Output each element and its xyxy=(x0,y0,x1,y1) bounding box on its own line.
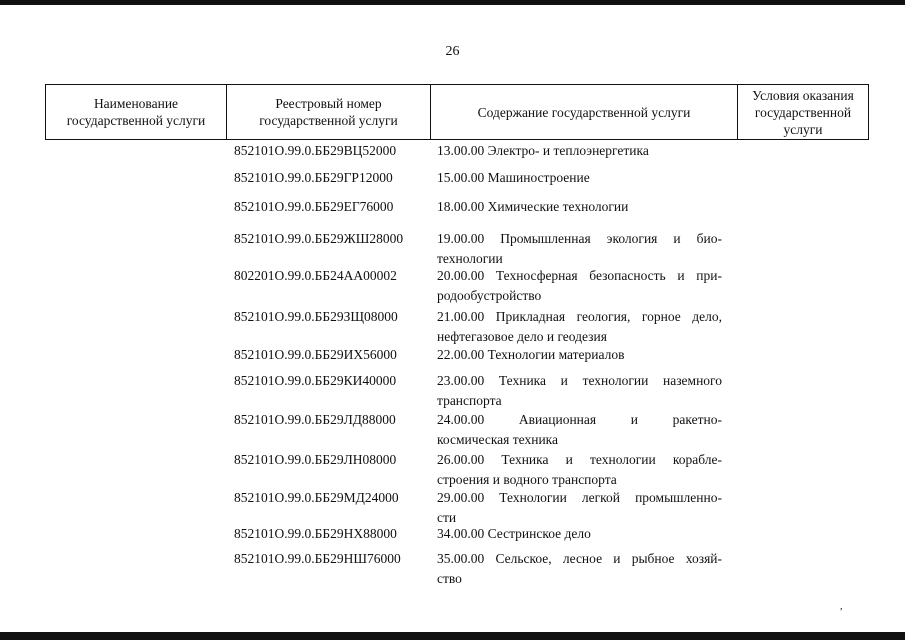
registry-code: 852101О.99.0.ББ29ЛН08000 xyxy=(234,452,397,467)
service-description: 21.00.00 Прикладная геология, горное дело, нефтегазовое дело и геодезия xyxy=(437,309,722,344)
service-description: 29.00.00 Технологии легкой промышленно- сти xyxy=(437,490,722,525)
services-table xyxy=(45,84,869,140)
registry-code: 802201О.99.0.ББ24АА00002 xyxy=(234,268,397,283)
header-registry-number: Реестровый номер государственной услуги xyxy=(227,85,431,140)
top-border xyxy=(0,0,905,5)
registry-code: 852101О.99.0.ББ29МД24000 xyxy=(234,490,399,505)
service-description: 34.00.00 Сестринское дело xyxy=(437,526,591,541)
page-number: 26 xyxy=(445,44,460,59)
service-description: 20.00.00 Техносферная безопасность и при- родообустройство xyxy=(437,268,722,303)
registry-code: 852101О.99.0.ББ29ЗЩ08000 xyxy=(234,309,398,324)
service-description: 19.00.00 Промышленная экология и био- технологии xyxy=(437,231,722,266)
registry-code: 852101О.99.0.ББ29КИ40000 xyxy=(234,373,397,388)
service-description: 22.00.00 Технологии материалов xyxy=(437,347,625,362)
registry-code: 852101О.99.0.ББ29ЕГ76000 xyxy=(234,199,394,214)
service-description: 23.00.00 Техника и технологии наземного транспорта xyxy=(437,373,722,408)
header-service-content: Содержание государственной услуги xyxy=(431,85,738,140)
registry-code: 852101О.99.0.ББ29ГР12000 xyxy=(234,170,393,185)
registry-code: 852101О.99.0.ББ29ЖШ28000 xyxy=(234,231,404,246)
registry-code: 852101О.99.0.ББ29ЛД88000 xyxy=(234,412,396,427)
registry-code: 852101О.99.0.ББ29ИХ56000 xyxy=(234,347,397,362)
header-service-name: Наименование государственной услуги xyxy=(46,85,227,140)
registry-code: 852101О.99.0.ББ29НХ88000 xyxy=(234,526,397,541)
table-header-row xyxy=(46,85,869,140)
service-description: 24.00.00 Авиационная и ракетно- космическая техника xyxy=(437,412,722,447)
bottom-border xyxy=(0,632,905,640)
service-description: 13.00.00 Электро- и теплоэнергетика xyxy=(437,143,649,158)
service-description: 18.00.00 Химические технологии xyxy=(437,199,629,214)
scan-mark: , xyxy=(840,601,843,612)
registry-code: 852101О.99.0.ББ29НШ76000 xyxy=(234,551,401,566)
service-description: 15.00.00 Машиностроение xyxy=(437,170,590,185)
service-description: 35.00.00 Сельское, лесное и рыбное хозяй- ство xyxy=(437,551,722,586)
header-service-conditions: Условия оказания государственной услуги xyxy=(738,85,869,140)
service-description: 26.00.00 Техника и технологии корабле- строения и водного транспорта xyxy=(437,452,722,487)
registry-code: 852101О.99.0.ББ29ВЦ52000 xyxy=(234,143,397,158)
